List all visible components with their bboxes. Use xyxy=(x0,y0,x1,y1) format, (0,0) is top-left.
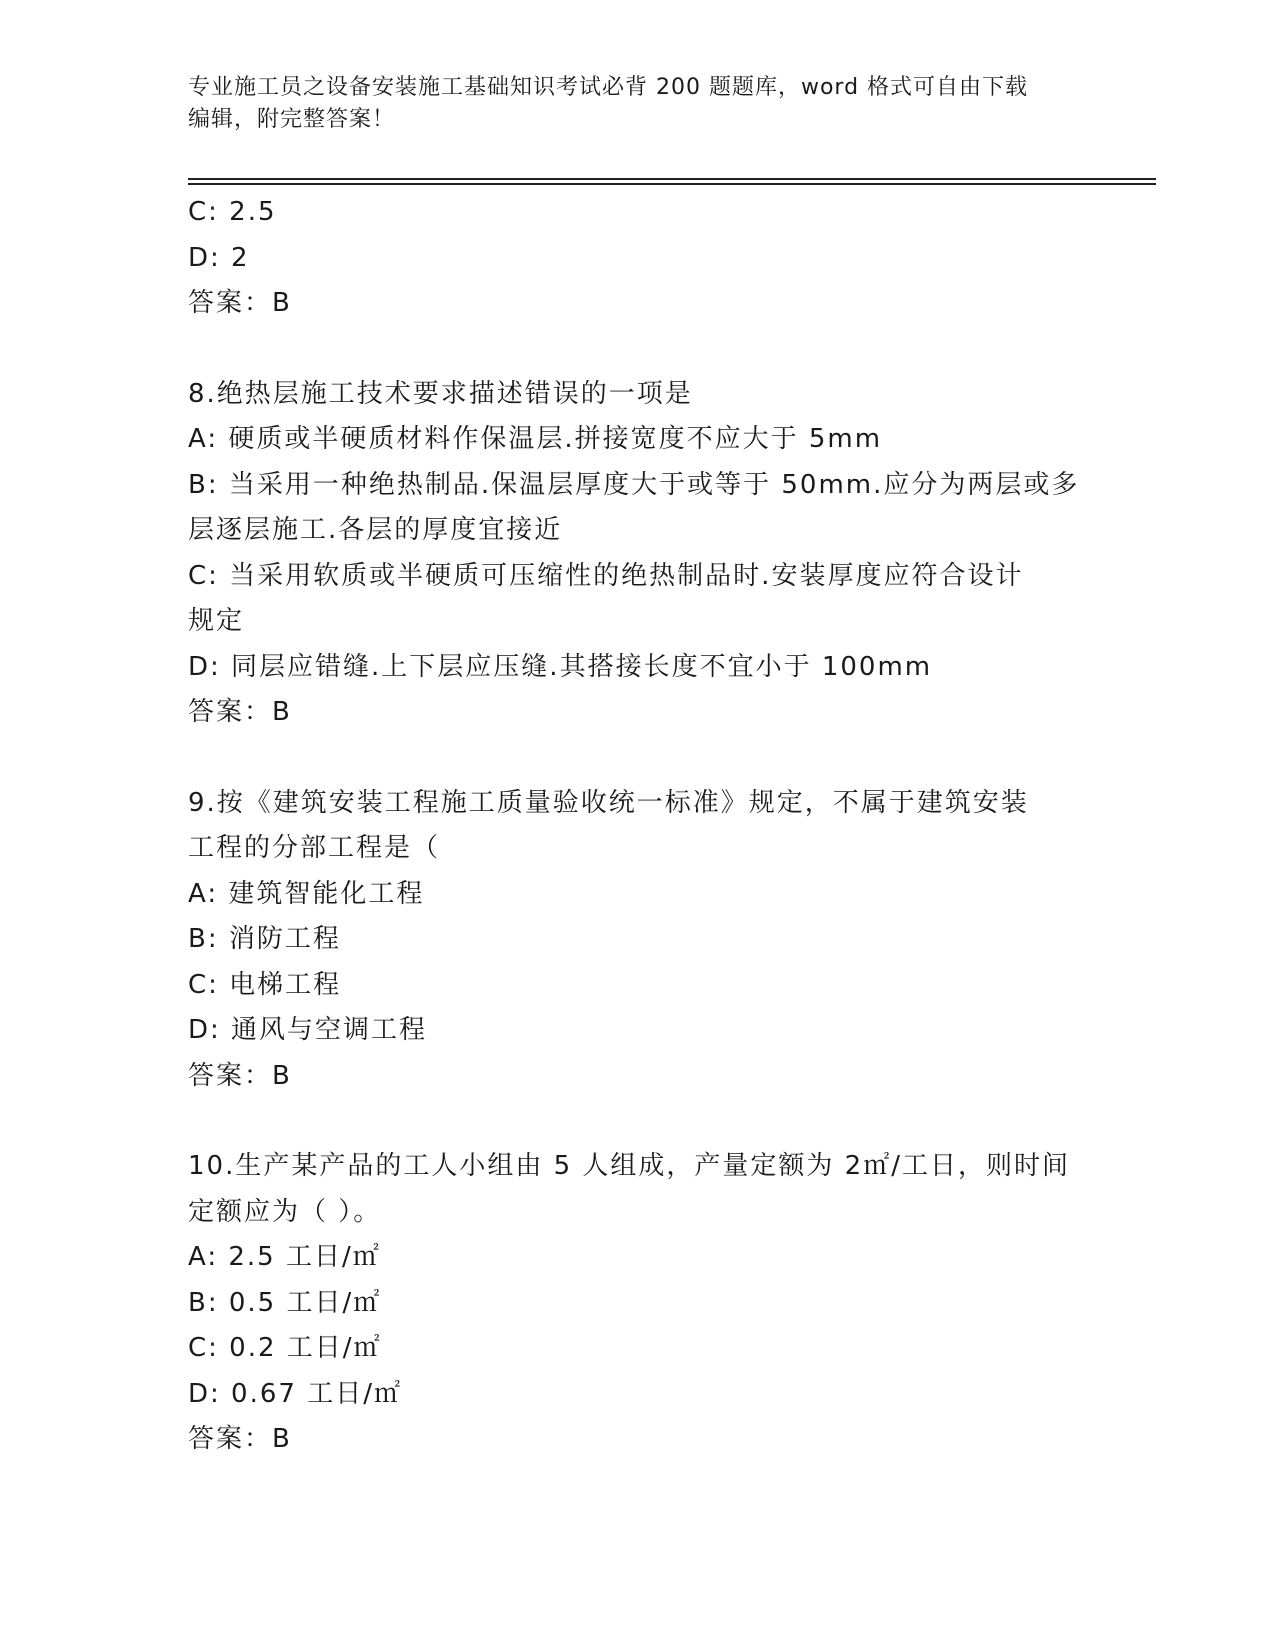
question-text: 10.生产某产品的工人小组由 5 人组成，产量定额为 2㎡/工日，则时间 xyxy=(188,1151,1070,1181)
option-d: D: 通风与空调工程 xyxy=(188,1015,428,1045)
option-b-continued: 层逐层施工.各层的厚度宜接近 xyxy=(188,515,563,545)
question-text: 8.绝热层施工技术要求描述错误的一项是 xyxy=(188,378,693,409)
option-c-continued: 规定 xyxy=(188,606,245,636)
question-text-continued: 定额应为（ ）。 xyxy=(188,1196,382,1227)
answer-line: 答案：B xyxy=(188,288,292,318)
question-text: 9.按《建筑安装工程施工质量验收统一标准》规定，不属于建筑安装 xyxy=(188,787,1029,818)
option-a: A: 建筑智能化工程 xyxy=(188,878,425,909)
option-c: C: 0.2 工日/㎡ xyxy=(188,1333,382,1363)
option-a: A: 硬质或半硬质材料作保温层.拼接宽度不应大于 5mm xyxy=(188,424,883,454)
answer-line: 答案：B xyxy=(188,697,292,727)
option-b: B: 0.5 工日/㎡ xyxy=(188,1287,382,1318)
question-10 xyxy=(188,1144,1088,1463)
question-list xyxy=(188,190,1088,1463)
question-9 xyxy=(188,781,1088,1100)
option-c: C: 电梯工程 xyxy=(188,969,342,1000)
answer-line: 答案：B xyxy=(188,1060,292,1091)
question-text-continued: 工程的分部工程是（ xyxy=(188,833,441,863)
header-divider-bottom xyxy=(188,183,1156,185)
answer-line: 答案：B xyxy=(188,1424,292,1454)
header-line-1: 专业施工员之设备安装施工基础知识考试必背 200 题题库，word 格式可自由下载 xyxy=(188,75,1029,100)
option-d: D: 0.67 工日/㎡ xyxy=(188,1378,402,1409)
question-8 xyxy=(188,372,1088,736)
option-c: C: 当采用软质或半硬质可压缩性的绝热制品时.安装厚度应符合设计 xyxy=(188,560,1024,591)
option-a: A: 2.5 工日/㎡ xyxy=(188,1242,381,1272)
header-divider-top xyxy=(188,178,1156,180)
prev-question-tail xyxy=(188,190,1088,327)
option-d: D: 同层应错缝.上下层应压缝.其搭接长度不宜小于 100mm xyxy=(188,651,933,682)
option-c: C: 2.5 xyxy=(188,197,277,227)
option-d: D: 2 xyxy=(188,242,250,273)
document-header xyxy=(188,72,1088,136)
header-line-2: 编辑，附完整答案！ xyxy=(188,107,396,132)
option-b: B: 当采用一种绝热制品.保温层厚度大于或等于 50mm.应分为两层或多 xyxy=(188,469,1080,500)
option-b: B: 消防工程 xyxy=(188,924,341,954)
